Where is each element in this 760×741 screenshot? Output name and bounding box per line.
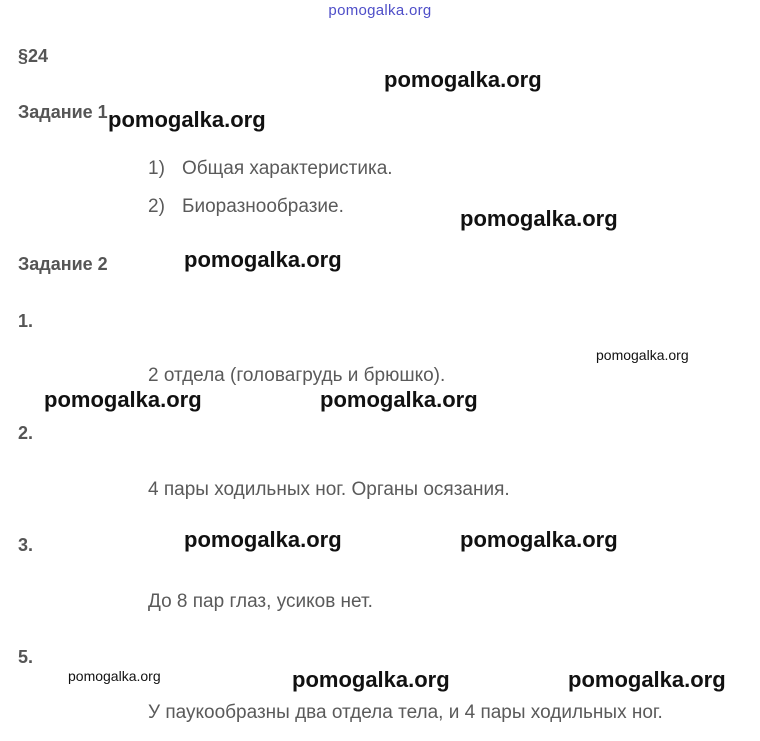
question-1-number: 1. [18,311,34,331]
top-watermark: pomogalka.org [328,2,432,19]
task1-item-1-text: Общая характеристика. [182,158,393,179]
question-2-answer: 4 пары ходильных ног. Органы осязания. [148,479,510,500]
watermark: pomogalka.org [384,67,542,92]
watermark: pomogalka.org [596,347,689,363]
question-3-answer: До 8 пар глаз, усиков нет. [148,591,373,612]
watermark: pomogalka.org [108,107,266,132]
watermark: pomogalka.org [292,667,450,692]
task1-heading: Задание 1 [18,102,108,122]
watermark: pomogalka.org [44,387,202,412]
question-2-number: 2. [18,423,34,443]
question-3-number: 3. [18,535,34,555]
watermark: pomogalka.org [320,387,478,412]
watermark: pomogalka.org [568,667,726,692]
task2-heading: Задание 2 [18,254,108,274]
section-number: §24 [18,46,49,66]
question-1-answer: 2 отдела (головагрудь и брюшко). [148,365,446,386]
task1-item-2-text: Биоразнообразие. [182,196,344,217]
watermark: pomogalka.org [184,527,342,552]
watermark: pomogalka.org [460,527,618,552]
task1-item-1-index: 1) [148,158,165,179]
watermark: pomogalka.org [184,247,342,272]
task1-item-2-index: 2) [148,196,165,217]
watermark: pomogalka.org [68,668,161,684]
watermark: pomogalka.org [460,206,618,231]
question-5-answer: У паукообразны два отдела тела, и 4 пары ходильных ног. [148,702,663,723]
question-5-number: 5. [18,647,34,667]
